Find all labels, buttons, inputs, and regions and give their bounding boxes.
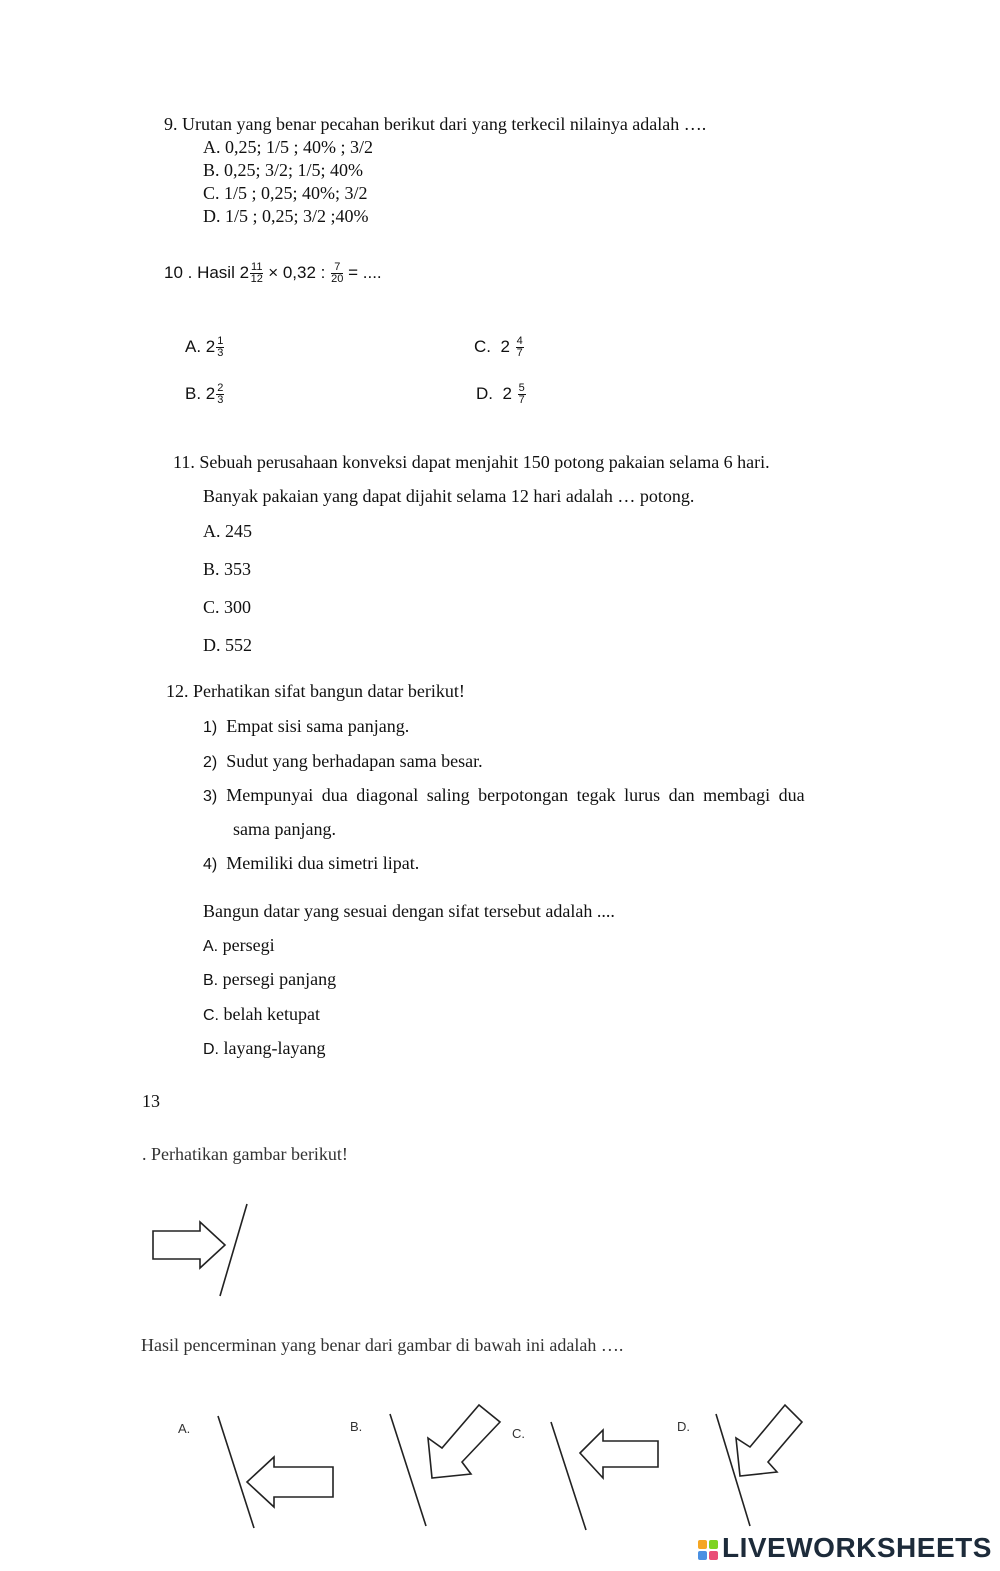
q11-option-b[interactable]: B. 353 (203, 559, 252, 579)
q10-option-a[interactable]: A. 2 $\frac{1}{3}$ (185, 335, 224, 359)
q11-option-d[interactable]: D. 552 (203, 635, 252, 655)
q10-option-b[interactable]: B. 2 $\frac{2}{3}$ (185, 382, 224, 406)
q11-option-c[interactable]: C. 300 (203, 597, 252, 617)
q13-option-b-label[interactable]: B. (350, 1419, 363, 1434)
q9-stem: 9. Urutan yang benar pecahan berikut dari yang terkecil nilainya adalah …. (164, 114, 707, 134)
q12-prop-2: 2) Sudut yang berhadapan sama besar. (203, 751, 483, 771)
q10-fraction-2: $\frac{7}{20}$ (331, 261, 344, 285)
q12-option-b[interactable]: B. persegi panjang (203, 969, 337, 989)
q12-stem: 12. Perhatikan sifat bangun datar berikut! (166, 681, 465, 701)
q13-option-a-label[interactable]: A. (178, 1421, 191, 1436)
mirror-line (220, 1204, 247, 1296)
liveworksheets-logo: LIVEWORKSHEETS (698, 1532, 992, 1564)
q10-option-c[interactable]: C. 2 $\frac{4}{7}$ (474, 335, 523, 359)
q12-prop-3-continued: sama panjang. (233, 819, 336, 839)
q12-prop-3: 3) Mempunyai dua diagonal saling berpotongan tegak lurus dan membagi dua (203, 785, 805, 805)
q10-stem: 10 . Hasil 2 $\frac{11}{12}$ × 0,32 : $\frac{7}{20}$ = .... (164, 261, 382, 285)
q9-option-b[interactable]: B. 0,25; 3/2; 1/5; 40% (203, 160, 364, 180)
q11-option-a[interactable]: A. 245 (203, 521, 252, 541)
q13-option-a-figure[interactable] (210, 1410, 340, 1535)
q13-intro: . Perhatikan gambar berikut! (142, 1144, 348, 1164)
q12-question: Bangun datar yang sesuai dengan sifat tersebut adalah .... (203, 901, 615, 921)
arrow-left-shape (580, 1430, 658, 1478)
q12-option-d[interactable]: D. layang-layang (203, 1038, 326, 1058)
q13-figure (145, 1198, 255, 1298)
q11-stem-line2: Banyak pakaian yang dapat dijahit selama 12 hari adalah … potong. (203, 486, 695, 506)
q9-option-c[interactable]: C. 1/5 ; 0,25; 40%; 3/2 (203, 183, 368, 203)
mirror-line (551, 1422, 586, 1530)
q12-prop-1: 1) Empat sisi sama panjang. (203, 716, 410, 736)
q10-fraction-1: $\frac{11}{12}$ (250, 261, 263, 285)
q11-stem-line1: 11. Sebuah perusahaan konveksi dapat menjahit 150 potong pakaian selama 6 hari. (173, 452, 770, 472)
q10-option-d[interactable]: D. 2 $\frac{5}{7}$ (476, 382, 525, 406)
arrow-diagonal-shape (428, 1405, 500, 1478)
q13-option-c-figure[interactable] (546, 1410, 666, 1535)
q9-option-a[interactable]: A. 0,25; 1/5 ; 40% ; 3/2 (203, 137, 373, 157)
q12-option-a[interactable]: A. persegi (203, 935, 275, 955)
q12-prop-4: 4) Memiliki dua simetri lipat. (203, 853, 420, 873)
q13-option-c-label[interactable]: C. (512, 1426, 525, 1441)
q13-option-b-figure[interactable] (384, 1400, 509, 1530)
arrow-left-shape (247, 1457, 333, 1507)
q13-option-d-figure[interactable] (710, 1400, 810, 1530)
logo-grid-icon (698, 1540, 718, 1560)
q12-option-c[interactable]: C. belah ketupat (203, 1004, 320, 1024)
q9-option-d[interactable]: D. 1/5 ; 0,25; 3/2 ;40% (203, 206, 369, 226)
mirror-line (390, 1414, 426, 1526)
q13-option-d-label[interactable]: D. (677, 1419, 690, 1434)
mirror-line (716, 1414, 750, 1526)
q13-number: 13 (142, 1091, 160, 1111)
q13-question: Hasil pencerminan yang benar dari gambar di bawah ini adalah …. (141, 1335, 624, 1355)
arrow-right-shape (153, 1222, 225, 1268)
arrow-diagonal-shape (736, 1405, 802, 1476)
mirror-line (218, 1416, 254, 1528)
